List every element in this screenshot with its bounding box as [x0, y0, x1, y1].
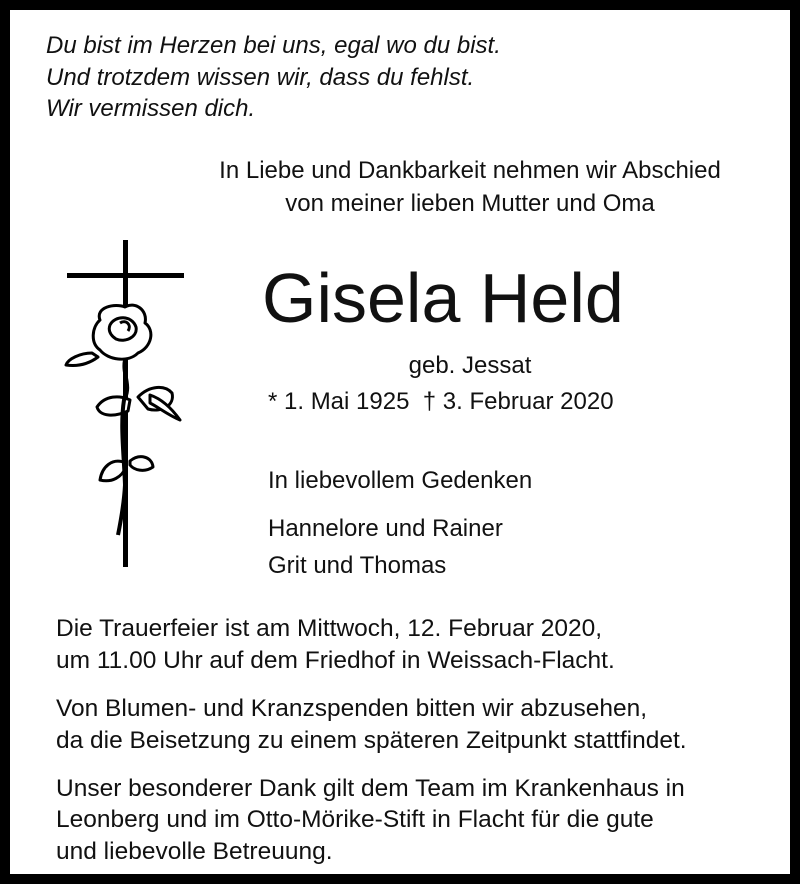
flowers-line: Von Blumen- und Kranzspenden bitten wir abzusehen,: [56, 695, 648, 722]
deceased-name: Gisela Held: [262, 259, 624, 337]
quote-line: Wir vermissen dich.: [46, 95, 256, 122]
funeral-line: um 11.00 Uhr auf dem Friedhof in Weissach-Flacht.: [56, 647, 615, 674]
thanks-line: und liebevolle Betreuung.: [56, 838, 333, 865]
intro-line: In Liebe und Dankbarkeit nehmen wir Abschied: [219, 157, 721, 184]
quote-line: Du bist im Herzen bei uns, egal wo du bist.: [46, 32, 501, 59]
intro-line: von meiner lieben Mutter und Oma: [285, 190, 655, 217]
funeral-line: Die Trauerfeier ist am Mittwoch, 12. Februar 2020,: [56, 615, 603, 642]
quote-line: Und trotzdem wissen wir, dass du fehlst.: [46, 64, 475, 91]
cross-with-rose-icon: [40, 235, 220, 575]
thanks-line: Unser besonderer Dank gilt dem Team im Krankenhaus in: [56, 775, 685, 802]
maiden-name: geb. Jessat: [408, 352, 532, 379]
mourner: Hannelore und Rainer: [268, 515, 503, 542]
mourner: Grit und Thomas: [268, 552, 447, 579]
life-dates: * 1. Mai 1925 † 3. Februar 2020: [268, 388, 614, 415]
thanks-line: Leonberg und im Otto-Mörike-Stift in Flacht für die gute: [56, 806, 654, 833]
remembrance: In liebevollem Gedenken: [268, 467, 533, 494]
flowers-line: da die Beisetzung zu einem späteren Zeitpunkt stattfindet.: [56, 727, 687, 754]
